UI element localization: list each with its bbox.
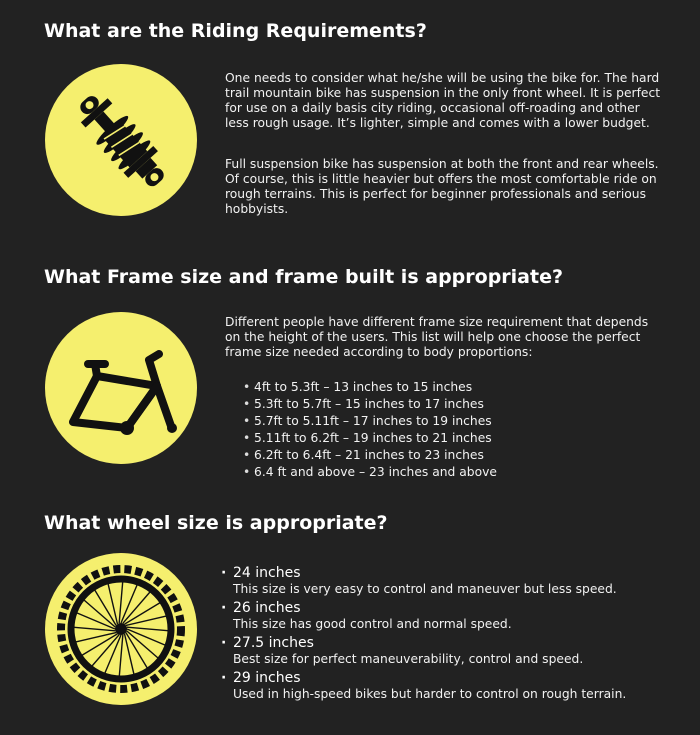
- wheel-size-description: This size has good control and normal speed.: [233, 617, 512, 631]
- list-item: [221, 564, 671, 597]
- icon-circle: [45, 553, 197, 705]
- frame-size-list: [243, 379, 497, 481]
- section-heading-wheel: What wheel size is appropriate?: [44, 512, 388, 534]
- wheel-size-label: · 26 inches: [221, 599, 671, 617]
- list-item: [221, 634, 671, 667]
- section-heading-riding: What are the Riding Requirements?: [44, 20, 427, 42]
- wheel-spoke: [119, 582, 123, 623]
- wheel-spoke: [119, 635, 123, 676]
- riding-paragraph-2: Full suspension bike has suspension at both the front and rear wheels. Of course, this is little heavier but offers the most comfortable ride on rough terrains. This is perfect for beginner professionals and serious hobbyists.: [225, 157, 659, 216]
- list-item: • 5.7ft to 5.11ft – 17 inches to 19 inches: [243, 413, 497, 430]
- wheel-size-list: [221, 564, 671, 704]
- list-item: • 5.3ft to 5.7ft – 15 inches to 17 inches: [243, 396, 497, 413]
- wheel-spoke: [125, 603, 160, 624]
- list-item: [221, 599, 671, 632]
- wheel-spoke: [108, 584, 117, 624]
- wheel-size-description: Used in high-speed bikes but harder to control on rough terrain.: [233, 687, 627, 701]
- shock-absorber-icon: [45, 64, 197, 216]
- list-item: [221, 669, 671, 702]
- section-heading-frame: What Frame size and frame built is appropriate?: [44, 266, 563, 288]
- frame-intro: Different people have different frame size requirement that depends on the height of the users. This list will help one choose the perfect frame size needed according to body proportions:: [225, 315, 649, 359]
- wheel-spoke: [95, 590, 116, 625]
- wheel-spoke: [125, 634, 134, 674]
- wheel-size-label: · 24 inches: [221, 564, 671, 582]
- wheel-spoke: [76, 633, 116, 642]
- icon-circle: [45, 64, 197, 216]
- wheel-size-description: Best size for perfect maneuverability, control and speed.: [233, 652, 584, 666]
- wheel-spoke: [74, 627, 115, 631]
- list-item: • 6.2ft to 6.4ft – 21 inches to 23 inches: [243, 447, 497, 464]
- wheel-spoke: [126, 616, 166, 625]
- list-item: • 4ft to 5.3ft – 13 inches to 15 inches: [243, 379, 497, 396]
- list-item: • 6.4 ft and above – 23 inches and above: [243, 464, 497, 481]
- wheel-size-label: · 29 inches: [221, 669, 671, 687]
- bike-frame-icon: [45, 312, 197, 464]
- wheel-size-label: · 27.5 inches: [221, 634, 671, 652]
- wheel-spoke: [127, 627, 168, 631]
- riding-paragraph-1: One needs to consider what he/she will be using the bike for. The hard trail mountain bike has suspension in the only front wheel. It is perfect for use on a daily basis city riding, occasional off-roading and other less rough usage. It’s lighter, simple and comes with a lower budget.: [225, 71, 661, 130]
- wheel-spoke: [126, 633, 147, 668]
- icon-circle: [45, 312, 197, 464]
- bike-wheel-icon: [45, 553, 197, 705]
- wheel-spoke: [82, 634, 117, 655]
- wheel-size-description: This size is very easy to control and maneuver but less speed.: [233, 582, 617, 596]
- list-item: • 5.11ft to 6.2ft – 19 inches to 21 inches: [243, 430, 497, 447]
